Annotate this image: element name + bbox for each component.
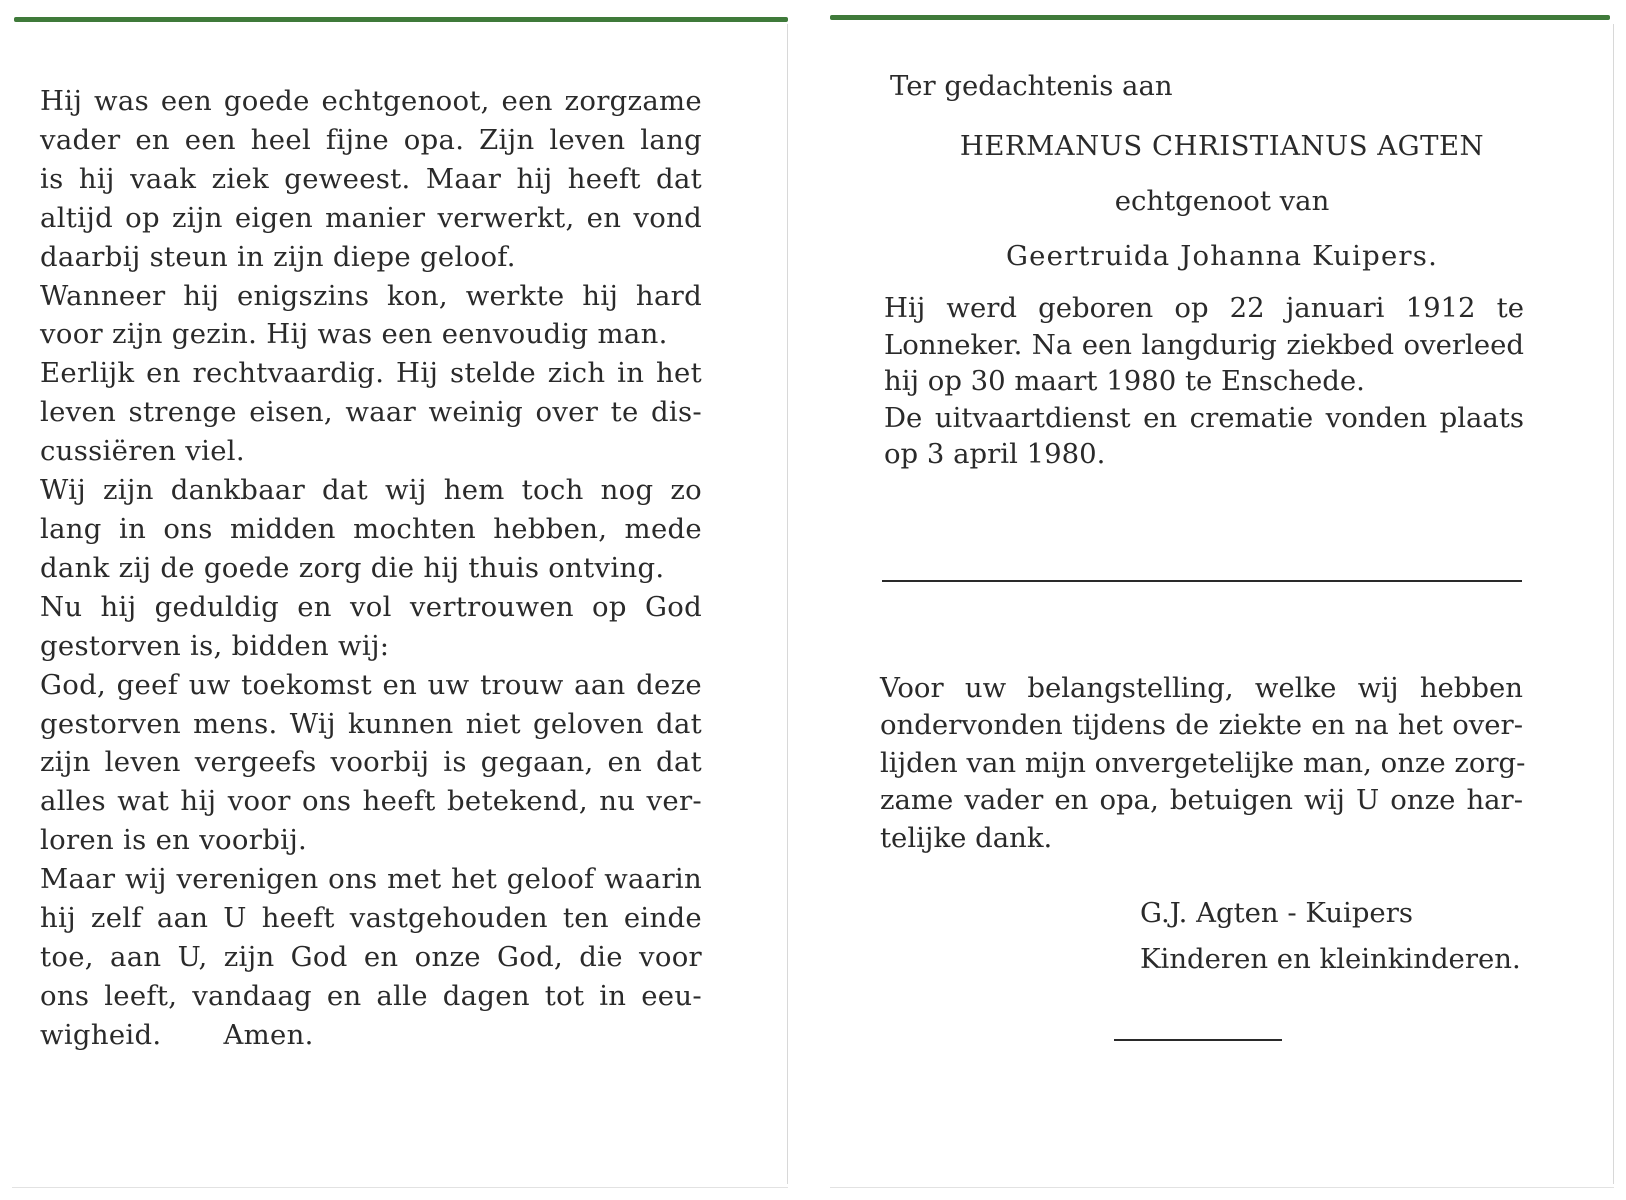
text-line: gestorven mens. Wij kunnen niet geloven dat: [40, 707, 702, 740]
memorial-prayer-text: [40, 82, 702, 1055]
text-line: Voor uw belangstelling, welke wij hebben: [880, 672, 1523, 704]
text-line: gestorven is, bidden wij:: [40, 629, 390, 662]
text-line: God, geef uw toekomst en uw trouw aan deze: [40, 668, 702, 701]
text-line: toe, aan U, zijn God en onze God, die voor: [40, 940, 702, 973]
page-edge: [1613, 24, 1614, 1184]
page-edge: [787, 24, 788, 1184]
text-line: Lonneker. Na een langdurig ziekbed overleed: [884, 328, 1524, 361]
text-line: ons leeft, vandaag en alle dagen tot in eeu-: [40, 979, 702, 1012]
page-edge: [830, 1187, 1614, 1188]
text-line: vader en een heel fijne opa. Zijn leven lang: [40, 123, 702, 156]
thanks-text: [880, 670, 1526, 857]
amen-word: Amen.: [223, 1018, 314, 1051]
text-line: is hij vaak ziek geweest. Maar hij heeft dat: [40, 162, 702, 195]
text-line: Maar wij verenigen ons met het geloof waarin: [40, 863, 702, 896]
biography-text: [884, 290, 1524, 473]
right-page: [830, 0, 1614, 1190]
text-line: Wij zijn dankbaar dat wij hem toch nog zo: [40, 474, 702, 507]
text-line: Hij was een goede echtgenoot, een zorgzame: [40, 85, 702, 117]
signature-family: Kinderen en kleinkinderen.: [1140, 943, 1521, 975]
text-line: op 3 april 1980.: [884, 438, 1106, 471]
text-line: dank zij de goede zorg die hij thuis ontving.: [40, 551, 665, 584]
deceased-name: HERMANUS CHRISTIANUS AGTEN: [959, 130, 1485, 162]
text-line: De uitvaartdienst en crematie vonden plaats: [884, 401, 1524, 434]
top-green-rule: [830, 15, 1610, 20]
text-line: leven strenge eisen, waar weinig over te dis-: [40, 396, 702, 429]
closing-rule: [1114, 1039, 1282, 1041]
spouse-name: Geertruida Johanna Kuipers.: [1005, 240, 1439, 272]
text-line: zijn leven vergeefs voorbij is gegaan, en dat: [40, 746, 702, 779]
top-green-rule: [14, 17, 788, 22]
signature-block: [1140, 890, 1521, 982]
text-line: alles wat hij voor ons heeft betekend, nu ver-: [40, 785, 702, 818]
signature-name: G.J. Agten - Kuipers: [1140, 897, 1413, 929]
text-line: zame vader en opa, betuigen wij U onze har-: [880, 784, 1523, 817]
left-page: [12, 0, 788, 1190]
final-line: [40, 1016, 702, 1055]
text-line: daarbij steun in zijn diepe geloof.: [40, 240, 516, 273]
text-line: hij zelf aan U heeft vastgehouden ten einde: [40, 902, 702, 935]
text-line: lang in ons midden mochten hebben, mede: [40, 512, 702, 545]
spouse-label: echtgenoot van: [1114, 185, 1330, 217]
text-line: lijden van mijn onvergetelijke man, onze zorg-: [880, 746, 1526, 779]
text-line: Eerlijk en rechtvaardig. Hij stelde zich in het: [40, 357, 702, 390]
text-line: hij op 30 maart 1980 te Enschede.: [884, 365, 1365, 398]
text-line: Hij werd geboren op 22 januari 1912 te: [884, 292, 1524, 324]
text-line: ondervonden tijdens de ziekte en na het over-: [880, 709, 1523, 742]
text-line: Wanneer hij enigszins kon, werkte hij hard: [40, 279, 702, 312]
divider-rule: [882, 580, 1522, 582]
text-line: voor zijn gezin. Hij was een eenvoudig man.: [40, 318, 668, 351]
text-line: telijke dank.: [880, 821, 1053, 854]
text-line: altijd op zijn eigen manier verwerkt, en vond: [40, 201, 702, 234]
page-edge: [12, 1187, 788, 1188]
final-word: wigheid.: [40, 1018, 162, 1051]
text-line: cussiëren viel.: [40, 435, 245, 468]
text-line: Nu hij geduldig en vol vertrouwen op God: [40, 590, 702, 623]
text-line: loren is en voorbij.: [40, 824, 308, 857]
memorial-intro: Ter gedachtenis aan: [890, 70, 1173, 102]
